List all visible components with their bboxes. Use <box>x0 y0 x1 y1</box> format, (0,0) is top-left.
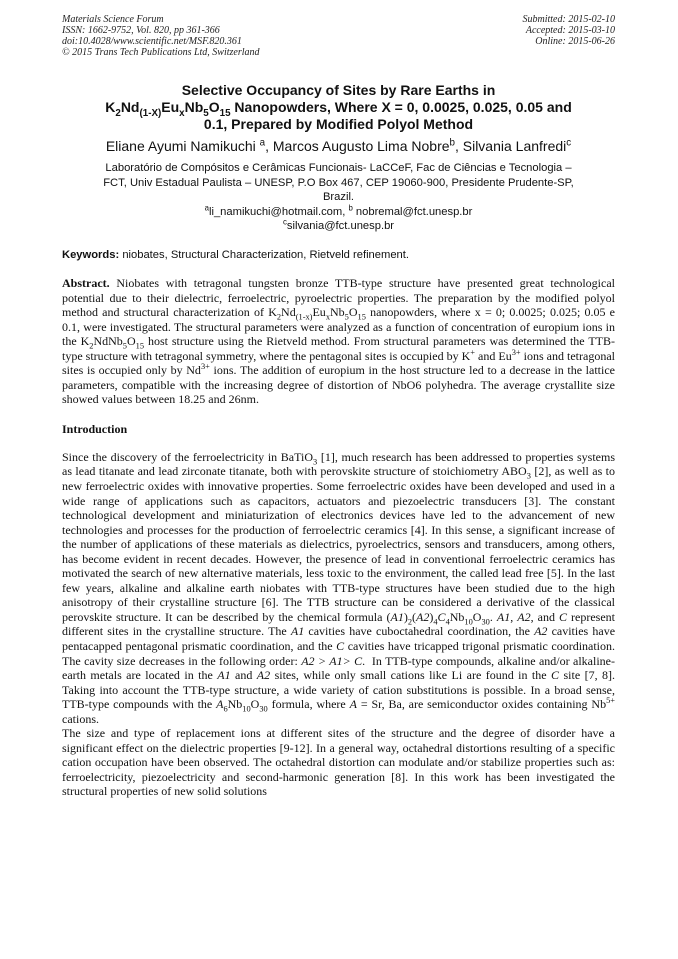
email-line-1: $^a$li_namikuchi@hotmail.com, $^b$ nobremal@fct.unesp.br <box>204 203 473 218</box>
intro-paragraph-2: The size and type of replacement ions at different sites of the structure and the degree of disorder have a significant effect on the dielectric properties [9-12]. In a general way, octahedral distortions resulting of a specific cation occupation have been observed. The octahedral distortion can modulate and/or stabilize properties such as: ferroelectricity, piezoelectricity and second-harmonic generation [8]. In this work has been investigated the structural properties of new solid solutions <box>62 726 615 799</box>
author-2-mark: b <box>449 137 455 149</box>
journal-copyright: © 2015 Trans Tech Publications Ltd, Switzerland <box>62 47 260 58</box>
submission-dates <box>523 14 616 58</box>
email-c[interactable]: silvania@fct.unesp.br <box>286 220 395 233</box>
paper-title <box>62 82 615 133</box>
author-list: Eliane Ayumi Namikuchi $^a$, Marcos Augusto Lima Nobre$^b$, Silvania Lanfredi$^c$ <box>105 137 572 154</box>
journal-doi: doi:10.4028/www.scientific.net/MSF.820.361 <box>62 36 242 47</box>
journal-header <box>62 14 615 58</box>
author-2: Marcos Augusto Lima Nobre <box>272 138 450 154</box>
author-3-mark: c <box>566 137 572 149</box>
email-b[interactable]: nobremal@fct.unesp.br <box>355 205 473 218</box>
affiliation-line-2: FCT, Univ Estadual Paulista – UNESP, P.O Box 467, CEP 19060-900, Presidente Prudente-SP, <box>103 176 574 189</box>
author-1-mark: a <box>259 137 266 149</box>
title-line-1: Selective Occupancy of Sites by Rare Earths in <box>181 82 496 98</box>
title-line-3: 0.1, Prepared by Modified Polyol Method <box>203 116 474 132</box>
affiliation-line-1: Laboratório de Compósitos e Cerâmicas Funcionais- LaCCeF, Fac de Ciências e Tecnologia – <box>105 162 572 174</box>
intro-paragraph-1: Since the discovery of the ferroelectricity in BaTiO$_3$ [1], much research has been addressed to properties systems as lead titanate and lead zirconate titanate, both with perovskite structure of stoichiometry $ABO_3$ [2], as well as to new ferroelectric oxides with innovative properties. Some ferroelectric oxides have been developed and used in a wide range of applications such as capacitors, actuators and piezoelectric transducers [3]. The constant technological development and miniaturization of electronics devices have led to the advancement of new technologies and processes for the production of ferroelectric ceramics [4]. In this sense, a significant increase of the number of applications of these materials as dielectrics, pyroelectrics, sensors and transducers, among others, has become evident in recent decades. However, the presence of lead in conventional ferroelectric ceramics has motivated the search of new alternative materials, less toxic to the environment, the called lead free [5]. In the last few years, alkaline and alkaline earth niobates with TTB-type structures have been studied due to the high anisotropy of their crystalline structure [6]. The TTB structure can be considered a derivative of the classical perovskite structure. It can be described by the chemical formula $(A1)_2(A2)_4C_4Nb_{10}O_{30}$. A1, A2, and C represent different sites in the crystalline structure. The A1 cavities have cuboctahedral coordination, the A2 cavities have pentacapped pentagonal prismatic coordination, and the C cavities have tricapped trigonal prismatic coordination. The cavity size decreases in the following order: A2 > A1> C. In TTB-type compounds, alkaline and/or alkaline-earth metals are located in the A1 and A2 sites, while only small cations like Li are found in the C site [7, 8]. Taking into account the TTB-type structure, a wide variety of cation substitutions is possible. In a broad sense, TTB-type compounds with the $A_6Nb_{10}O_{30}$ formula, where A = Sr, Ba, are semiconductor oxides containing $Nb^{5+}$ cations. <box>62 449 616 726</box>
date-online: Online: 2015-06-26 <box>535 36 615 47</box>
email-a[interactable]: li_namikuchi@hotmail.com, <box>208 205 346 218</box>
journal-issn: ISSN: 1662-9752, Vol. 820, pp 361-366 <box>62 25 220 36</box>
title-formula-tail: Nanopowders, Where X = 0, 0.0025, 0.025, 0.05 and <box>230 99 572 115</box>
date-accepted: Accepted: 2015-03-10 <box>525 25 615 36</box>
keywords <box>62 248 615 262</box>
section-heading-introduction: Introduction <box>62 421 128 436</box>
abstract-label: Abstract. <box>62 275 110 290</box>
keywords-label: Keywords: <box>62 248 120 261</box>
email-line-2: $^c$silvania@fct.unesp.br <box>282 217 395 233</box>
journal-name: Materials Science Forum <box>62 14 164 25</box>
abstract: Abstract. Niobates with tetragonal tungsten bronze TTB-type structure have presented great technological potential due to their dielectric, ferroelectric, pyroelectric properties. The preparation by the modified polyol method and structural characterization of $K_2Nd_{(1-x)}Eu_xNb_5O_{15}$ nanopowders, where x = 0; 0.0025; 0.025; 0.05 e 0.1, were investigated. The structural parameters were analyzed as a function of concentration of europium ions in the $K_2NdNb_5O_{15}$ host structure using the Rietveld method. From structural parameters was determined the TTB-type structure with tetragonal symmetry, where the pentagonal sites is occupied by K+ and $Eu^{3+}$ ions and tetragonal sites is occupied only by $Nd^{3+}$ ions. The addition of europium in the host structure led to a decrease in the lattice parameters, compatible with the increasing degree of distortion of NbO6 polyhedra. The average crystallite size showed values between 18.25 and 26nm. <box>62 275 616 407</box>
date-submitted: Submitted: 2015-02-10 <box>522 14 615 25</box>
paper-page <box>62 14 615 799</box>
title-line-2: $K_2Nd_{(1-X)}Eu_xNb_5O_{15}$ Nanopowders, Where X = 0, 0.0025, 0.025, 0.05 and <box>105 99 572 119</box>
affiliation-line-3: Brazil. <box>322 191 355 204</box>
introduction-body <box>62 450 615 799</box>
author-3: Silvania Lanfredi <box>462 138 567 154</box>
affiliation <box>62 161 615 234</box>
author-1: Eliane Ayumi Namikuchi <box>105 138 256 154</box>
journal-info <box>62 14 260 58</box>
keywords-text: niobates, Structural Characterization, Rietveld refinement. <box>122 248 409 261</box>
